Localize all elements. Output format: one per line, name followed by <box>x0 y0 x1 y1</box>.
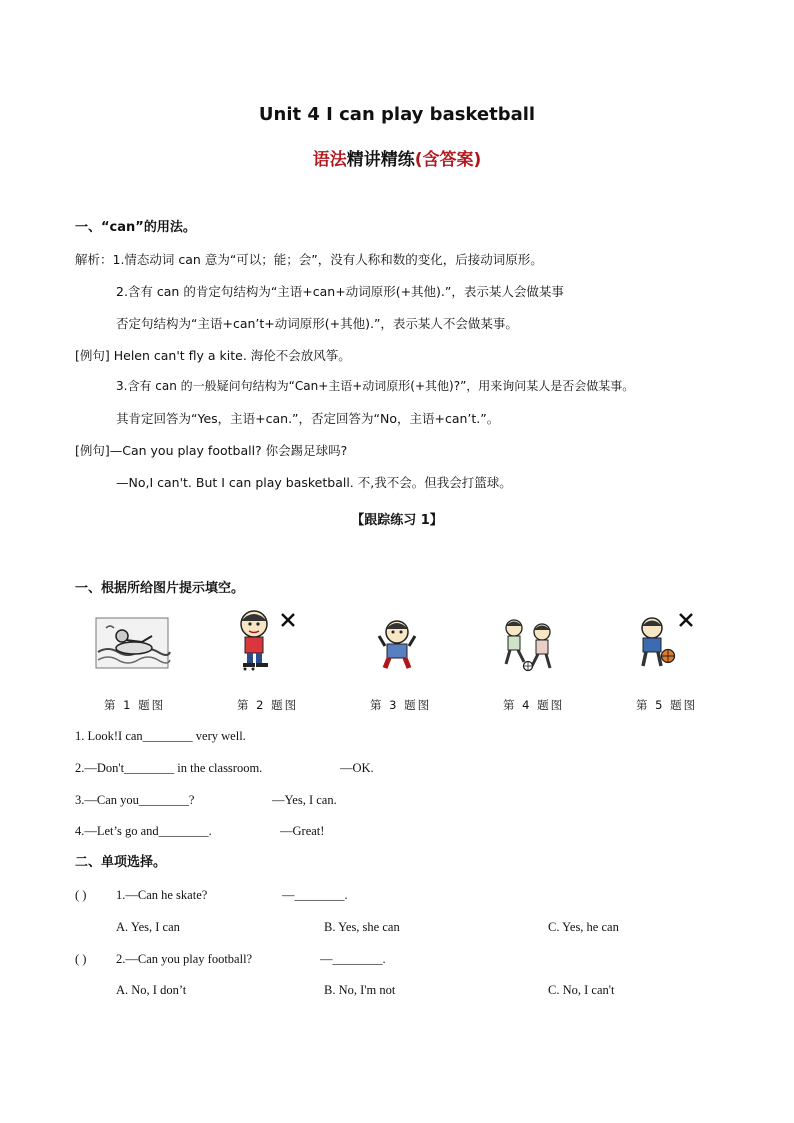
part2-q2-stem: 2.—Can you play football? <box>116 952 253 966</box>
picture-caption-5: 第 5 题图 <box>636 698 698 712</box>
grammar-line-1: 解析：1.情态动词 can 意为“可以；能；会”，没有人称和数的变化，后接动词原形。 <box>75 252 543 267</box>
practice-heading: 【跟踪练习 1】 <box>351 513 443 528</box>
part1-question-4: 4.—Let’s go and________. <box>75 824 212 838</box>
example-1: [例句] Helen can't fly a kite. 海伦不会放风筝。 <box>75 348 351 363</box>
page-title: Unit 4 I can play basketball <box>258 104 536 125</box>
part2-q1-option-c: C. Yes, he can <box>548 920 619 934</box>
football-icon <box>494 614 564 676</box>
part1-question-2: 2.—Don't________ in the classroom. <box>75 761 263 775</box>
swimming-icon <box>92 612 162 674</box>
part1-heading: 一、根据所给图片提示填空。 <box>75 581 245 596</box>
grammar-line-4: 3.含有 can 的一般疑问句结构为“Can+主语+动词原形(+其他)?”，用来询问某人是否会做某事。 <box>116 379 635 393</box>
skating-icon <box>228 606 298 668</box>
example-2a: [例句]—Can you play football? 你会踢足球吗? <box>75 443 348 458</box>
grammar-line-2: 2.含有 can 的肯定句结构为“主语+can+动词原形(+其他).”，表示某人会做某事 <box>116 284 564 299</box>
part2-q2-option-b: B. No, I'm not <box>324 983 396 997</box>
part2-heading: 二、单项选择。 <box>75 855 167 870</box>
part2-q1-option-b: B. Yes, she can <box>324 920 400 934</box>
picture-caption-1: 第 1 题图 <box>104 698 166 712</box>
grammar-line-3: 否定句结构为“主语+can’t+动词原形(+其他).”，表示某人不会做某事。 <box>116 316 518 331</box>
grammar-line-5: 其肯定回答为“Yes，主语+can.”，否定回答为“No，主语+can’t.”。 <box>116 411 500 426</box>
part2-q1-blank: —________. <box>282 888 348 902</box>
page-subtitle <box>0 145 794 170</box>
part2-q2-option-a: A. No, I don’t <box>116 983 187 997</box>
basketball-icon <box>630 606 700 668</box>
picture-caption-2: 第 2 题图 <box>237 698 299 712</box>
part2-q2-option-c: C. No, I can't <box>548 983 615 997</box>
example-2b: —No,I can't. But I can play basketball. 不,我不会。但我会打篮球。 <box>116 475 512 490</box>
part1-question-1: 1. Look!I can________ very well. <box>75 729 246 743</box>
subtitle-red-2: (含答案) <box>414 150 482 170</box>
part1-answer-3: —Yes, I can. <box>272 793 337 807</box>
part1-answer-2: —OK. <box>340 761 374 775</box>
part1-answer-4: —Great! <box>280 824 325 838</box>
part2-q2-blank: —________. <box>320 952 386 966</box>
part2-q1-option-a: A. Yes, I can <box>116 920 180 934</box>
part2-q2-paren: ( ) <box>75 952 87 966</box>
subtitle-main: 精讲精练 <box>346 150 415 170</box>
subtitle-red-1: 语法 <box>312 150 347 170</box>
picture-caption-4: 第 4 题图 <box>503 698 565 712</box>
jumping-icon <box>365 614 435 676</box>
part2-q1-stem: 1.—Can he skate? <box>116 888 208 902</box>
part2-q1-paren: ( ) <box>75 888 87 902</box>
grammar-heading: 一、“can”的用法。 <box>75 220 196 235</box>
picture-caption-3: 第 3 题图 <box>370 698 432 712</box>
part1-question-3: 3.—Can you________? <box>75 793 195 807</box>
